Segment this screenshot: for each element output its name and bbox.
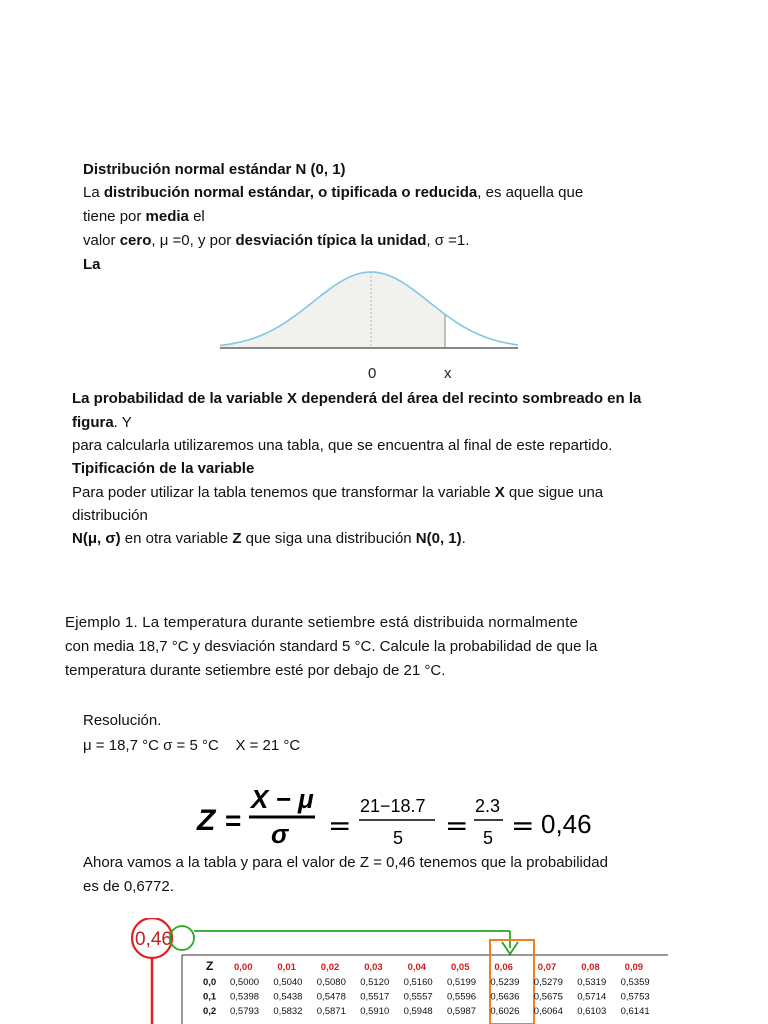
- column-header: 0,04: [407, 962, 427, 973]
- formula-eq-1: =: [225, 805, 242, 836]
- definition-line-2: tiene por media el: [83, 208, 205, 225]
- formula-eq-4: =: [511, 809, 535, 842]
- row-label: 0,0: [203, 977, 217, 988]
- z-header: Z: [206, 959, 214, 973]
- row-label: 0,1: [203, 991, 217, 1003]
- table-cell: 0,5832: [273, 1006, 303, 1017]
- table-cell: 0,5675: [533, 991, 563, 1003]
- la-fragment: La: [83, 256, 101, 273]
- table-cell: 0,5319: [577, 977, 607, 988]
- definition-line-3: valor cero, μ =0, y por desviación típica la unidad, σ =1.: [83, 232, 470, 249]
- table-cell: 0,6026: [490, 1006, 520, 1017]
- table-cell: 0,6141: [620, 1006, 650, 1017]
- bell-curve-figure: [218, 262, 520, 386]
- column-header: 0,06: [494, 962, 513, 973]
- formula-num-3: 2.3: [475, 796, 501, 816]
- column-header: 0,03: [364, 962, 383, 973]
- tipificacion-line-3: N(μ, σ) en otra variable Z que siga una distribución N(0, 1).: [72, 530, 466, 547]
- section-title-tipificacion: Tipificación de la variable: [72, 460, 255, 477]
- label-zero: 0: [368, 365, 377, 382]
- formula-result: 0,46: [541, 809, 592, 839]
- table-cell: 0,5596: [447, 991, 477, 1003]
- table-cell: 0,5557: [403, 991, 433, 1003]
- shaded-area: [220, 272, 445, 348]
- formula-z: Z: [197, 804, 216, 837]
- resolution-title: Resolución.: [83, 712, 162, 729]
- table-cell: 0,5987: [447, 1006, 477, 1017]
- table-cell: 0,5239: [490, 977, 520, 988]
- table-cell: 0,5871: [316, 1006, 346, 1017]
- table-cell: 0,5517: [360, 991, 390, 1003]
- example-line-2: con media 18,7 °C y desviación standard 5 °C. Calcule la probabilidad de que la: [65, 638, 598, 655]
- highlight-value: 0,46: [135, 929, 172, 950]
- formula-den-2: 5: [393, 828, 404, 848]
- conclusion-line-2: es de 0,6772.: [83, 878, 174, 895]
- z-formula: [195, 780, 605, 860]
- conclusion-line-1: Ahora vamos a la tabla y para el valor de Z = 0,46 tenemos que la probabilidad: [83, 854, 608, 871]
- table-cell: 0,5753: [620, 991, 650, 1003]
- section-title-normal: Distribución normal estándar N (0, 1): [83, 161, 346, 178]
- table-cell: 0,5478: [316, 991, 346, 1003]
- probability-line-1: La probabilidad de la variable X dependerá del área del recinto sombreado en la: [72, 390, 642, 407]
- example-line-3: temperatura durante setiembre esté por debajo de 21 °C.: [65, 662, 446, 679]
- table-cell: 0,5948: [403, 1006, 433, 1017]
- row-label: 0,2: [203, 1006, 217, 1017]
- formula-den-3: 5: [483, 828, 494, 848]
- tipificacion-line-1: Para poder utilizar la tabla tenemos que transformar la variable X que sigue una: [72, 484, 604, 501]
- table-cell: 0,6064: [533, 1006, 563, 1017]
- formula-eq-2: =: [328, 809, 352, 842]
- table-cell: 0,6103: [577, 1006, 607, 1017]
- tipificacion-line-2: distribución: [72, 507, 148, 524]
- table-cell: 0,5910: [360, 1006, 390, 1017]
- example-line-1: Ejemplo 1. La temperatura durante setiembre está distribuida normalmente: [65, 614, 578, 631]
- formula-eq-3: =: [445, 809, 469, 842]
- table-cell: 0,5160: [403, 977, 433, 988]
- column-header: 0,00: [234, 962, 253, 973]
- table-cell: 0,5793: [230, 1006, 260, 1017]
- table-cell: 0,5279: [533, 977, 563, 988]
- table-cell: 0,5636: [490, 991, 520, 1003]
- green-marker: [170, 926, 194, 950]
- table-cell: 0,5199: [447, 977, 477, 988]
- table-cell: 0,5714: [577, 991, 607, 1003]
- formula-num-2: 21−18.7: [360, 796, 426, 816]
- resolution-params: μ = 18,7 °C σ = 5 °C X = 21 °C: [83, 737, 301, 754]
- definition-line-1: La distribución normal estándar, o tipificada o reducida, es aquella que: [83, 184, 584, 201]
- table-cell: 0,5438: [273, 991, 303, 1003]
- formula-den-1: σ: [271, 819, 289, 849]
- column-header: 0,02: [320, 962, 340, 973]
- column-header: 0,07: [537, 962, 557, 973]
- probability-line-3: para calcularla utilizaremos una tabla, que se encuentra al final de este repartido.: [72, 437, 613, 454]
- table-cell: 0,5040: [273, 977, 303, 988]
- column-header: 0,05: [451, 962, 470, 973]
- table-cell: 0,5359: [620, 977, 650, 988]
- table-cell: 0,5000: [230, 977, 260, 988]
- column-header: 0,09: [624, 962, 644, 973]
- label-x: x: [444, 365, 452, 382]
- table-cell: 0,5120: [360, 977, 390, 988]
- z-table-excerpt: [128, 918, 668, 1024]
- column-header: 0,01: [277, 962, 296, 973]
- formula-num-1: X − μ: [251, 784, 314, 814]
- table-cell: 0,5398: [230, 991, 260, 1003]
- table-cell: 0,5080: [316, 977, 346, 988]
- probability-line-2: figura. Y: [72, 414, 132, 431]
- column-header: 0,08: [581, 962, 600, 973]
